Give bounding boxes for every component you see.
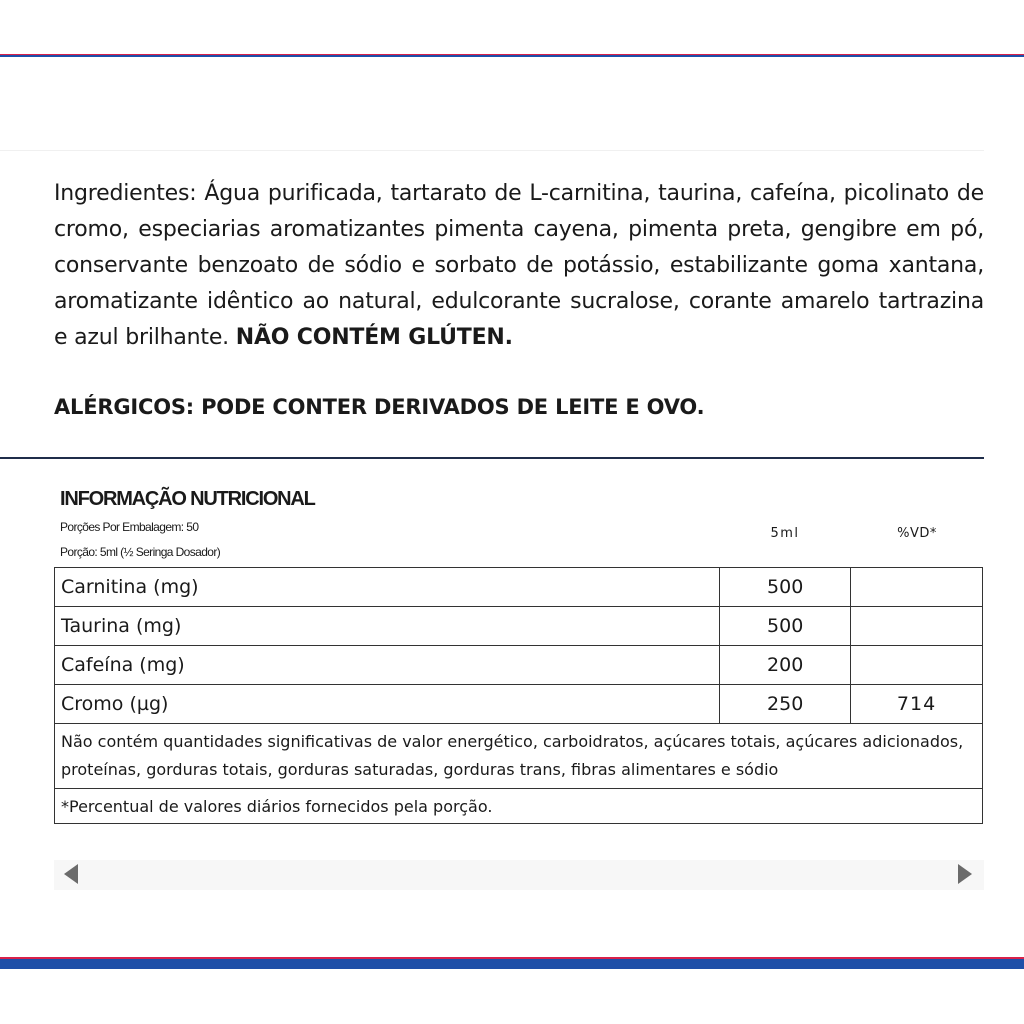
table-row (55, 646, 983, 685)
nutrient-name: Carnitina (mg) (55, 568, 720, 607)
scroll-right-arrow-icon[interactable] (958, 864, 972, 884)
faint-divider (0, 150, 984, 151)
nutrition-table (54, 567, 983, 824)
ingredients-text: Ingredientes: Água purificada, tartarato de L-carnitina, taurina, cafeína, picolinato de cromo, especiarias aromatizantes pimenta cayena, pimenta preta, gengibre em pó, conservante benzoato de sódio e sorbato de potássio, estabilizante goma xantana, aromatizante idêntico ao natural, edulcorante sucralose, corante amarelo tartrazina e azul brilhante. (54, 181, 984, 350)
servings-per-package: Porções Por Embalagem: 50 (60, 520, 199, 534)
horizontal-scrollbar[interactable] (54, 860, 984, 890)
table-note-row (55, 724, 983, 789)
nutrient-amount: 500 (720, 568, 851, 607)
column-header-amount: 5ml (770, 526, 800, 541)
nutrient-dv (851, 646, 983, 685)
nutrient-dv (851, 568, 983, 607)
gluten-notice: NÃO CONTÉM GLÚTEN. (235, 325, 513, 350)
column-header-daily-value: %VD* (897, 526, 937, 541)
nutrient-name: Cromo (µg) (55, 685, 720, 724)
table-row (55, 607, 983, 646)
nutrient-name: Taurina (mg) (55, 607, 720, 646)
nutrient-amount: 250 (720, 685, 851, 724)
nutrition-footnote: *Percentual de valores diários fornecidos pela porção. (55, 789, 983, 824)
nutrient-name: Cafeína (mg) (55, 646, 720, 685)
bottom-border-rule (0, 957, 1024, 969)
top-border-rule (0, 54, 1024, 57)
scroll-left-arrow-icon[interactable] (64, 864, 78, 884)
nutrition-note: Não contém quantidades significativas de valor energético, carboidratos, açúcares totais, açúcares adicionados, proteínas, gorduras totais, gorduras saturadas, gorduras trans, fibras alimentares e sódio (55, 724, 983, 789)
ingredients-paragraph (54, 176, 984, 356)
nutrition-title: INFORMAÇÃO NUTRICIONAL (60, 488, 315, 510)
nutrient-dv (851, 607, 983, 646)
nutrient-amount: 200 (720, 646, 851, 685)
nutrient-dv: 714 (851, 685, 983, 724)
nutrient-amount: 500 (720, 607, 851, 646)
table-row (55, 568, 983, 607)
table-footnote-row (55, 789, 983, 824)
serving-size: Porção: 5ml (½ Seringa Dosador) (60, 545, 221, 559)
allergens-warning: ALÉRGICOS: PODE CONTER DERIVADOS DE LEITE E OVO. (54, 395, 705, 419)
table-row (55, 685, 983, 724)
section-divider (0, 457, 984, 459)
